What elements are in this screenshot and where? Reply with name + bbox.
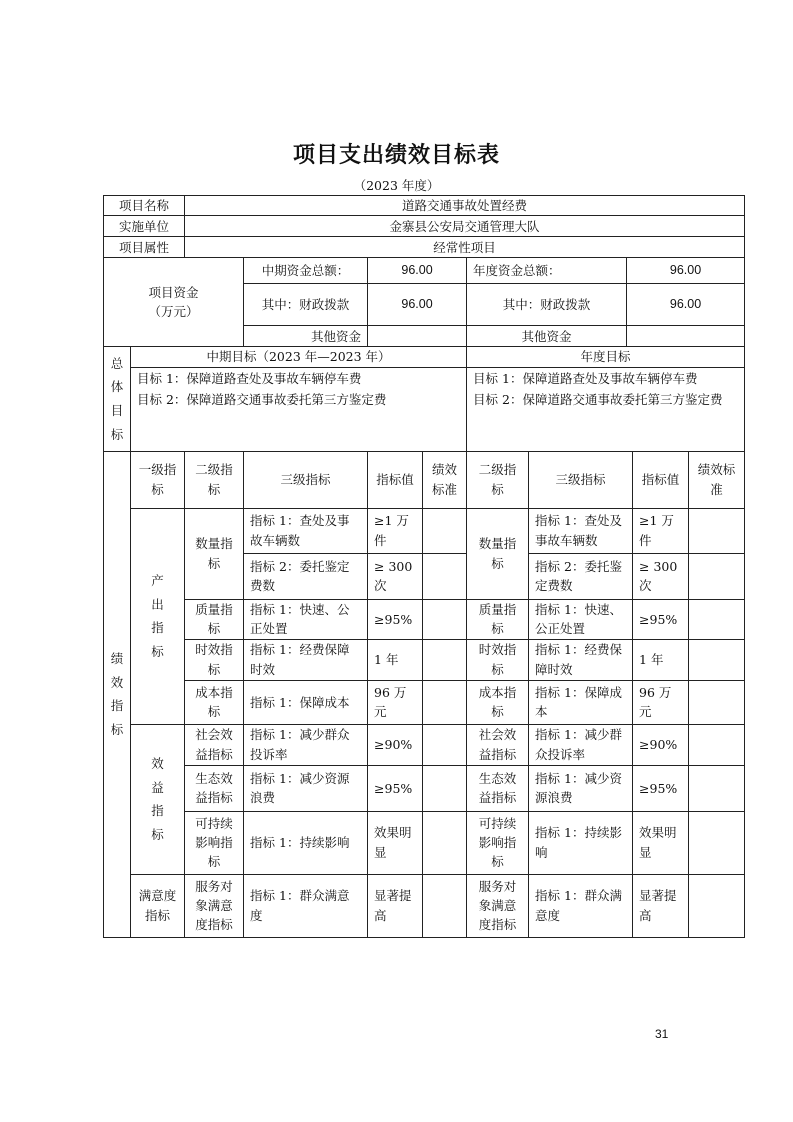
overall-goals-label: 总体目标	[104, 347, 131, 451]
indicator-standard	[689, 724, 745, 765]
header-level1: 一级指标	[131, 451, 185, 508]
table-row: 指标 2：委托鉴定费数	[244, 553, 368, 599]
cost-indicator-label-annual: 成本指标	[467, 680, 529, 724]
quantity-indicator-label-annual: 数量指标	[467, 508, 529, 599]
fiscal-year: （2023 年度）	[353, 178, 440, 193]
indicator-standard	[689, 874, 745, 937]
year-other-funds-value	[627, 326, 745, 347]
benefit-indicators-label: 效益指标	[131, 724, 185, 874]
indicator-value: 1 年	[633, 639, 689, 680]
header-level2-annual: 二级指标	[467, 451, 529, 508]
indicator-standard	[423, 680, 467, 724]
indicator-value: ≥95%	[633, 765, 689, 811]
page-title: 项目支出绩效目标表	[292, 143, 500, 168]
quality-indicator-label: 质量指标	[185, 599, 244, 639]
indicator-value: ≥ 300次	[633, 553, 689, 599]
header-standard: 绩效标准	[423, 451, 467, 508]
header-level3-annual: 三级指标	[529, 451, 633, 508]
indicator-value: 96 万元	[368, 680, 423, 724]
indicator-value: ≥95%	[368, 765, 423, 811]
indicator-standard	[423, 724, 467, 765]
header-value: 指标值	[368, 451, 423, 508]
satisfaction-indicators-label: 满意度指标	[131, 874, 185, 937]
indicator-standard	[689, 680, 745, 724]
social-benefit-indicator-label: 社会效益指标	[185, 724, 244, 765]
indicator-value: ≥1 万件	[368, 508, 423, 553]
table-row: 指标 1：保障成本	[244, 680, 368, 724]
table-row: 指标 2：委托鉴定费数	[529, 553, 633, 599]
annual-goals-text: 目标 1：保障道路查处及事故车辆停车费 目标 2：保障道路交通事故委托第三方鉴定费	[467, 367, 745, 451]
table-row: 指标 1：减少资源浪费	[244, 765, 368, 811]
implementing-unit-label: 实施单位	[104, 216, 185, 237]
indicator-standard	[689, 553, 745, 599]
cost-indicator-label: 成本指标	[185, 680, 244, 724]
table-row: 指标 1：群众满意度	[244, 874, 368, 937]
indicator-standard	[423, 508, 467, 553]
project-name-value: 道路交通事故处置经费	[185, 196, 745, 216]
indicator-value: 1 年	[368, 639, 423, 680]
social-benefit-indicator-label-annual: 社会效益指标	[467, 724, 529, 765]
table-row: 指标 1：快速、公正处置	[529, 599, 633, 639]
year-total-funds-value: 96.00	[627, 258, 745, 284]
indicator-value: 显著提高	[633, 874, 689, 937]
year-fiscal-funds-value: 96.00	[627, 284, 745, 326]
table-row: 指标 1：减少群众投诉率	[244, 724, 368, 765]
indicator-standard	[423, 765, 467, 811]
indicator-standard	[689, 599, 745, 639]
indicator-value: ≥90%	[633, 724, 689, 765]
indicator-standard	[423, 811, 467, 874]
year-other-funds-label: 其他资金	[467, 326, 627, 347]
indicator-standard	[423, 639, 467, 680]
indicator-standard	[423, 553, 467, 599]
indicator-value: ≥ 300次	[368, 553, 423, 599]
performance-indicators-label: 绩效指标	[104, 451, 131, 937]
mid-total-funds-value: 96.00	[368, 258, 467, 284]
mid-term-goals-header: 中期目标（2023 年—2023 年）	[131, 347, 467, 367]
project-attribute-value: 经常性项目	[185, 237, 745, 258]
indicator-value: 效果明显	[633, 811, 689, 874]
implementing-unit-value: 金寨县公安局交通管理大队	[185, 216, 745, 237]
mid-other-funds-value	[368, 326, 467, 347]
indicator-standard	[689, 765, 745, 811]
project-funds-label: 项目资金 （万元）	[104, 258, 244, 347]
header-level3: 三级指标	[244, 451, 368, 508]
ecological-benefit-indicator-label: 生态效益指标	[185, 765, 244, 811]
year-total-funds-label: 年度资金总额：	[467, 258, 627, 284]
table-row: 指标 1：经费保障时效	[529, 639, 633, 680]
mid-total-funds-label: 中期资金总额：	[244, 258, 368, 284]
indicator-standard	[689, 811, 745, 874]
indicator-value: ≥95%	[633, 599, 689, 639]
quality-indicator-label-annual: 质量指标	[467, 599, 529, 639]
mid-fiscal-funds-value: 96.00	[368, 284, 467, 326]
table-row: 指标 1：快速、公正处置	[244, 599, 368, 639]
indicator-value: 显著提高	[368, 874, 423, 937]
header-standard-annual: 绩效标准	[689, 451, 745, 508]
quantity-indicator-label: 数量指标	[185, 508, 244, 599]
table-row: 指标 1：持续影响	[529, 811, 633, 874]
mid-other-funds-label: 其他资金	[244, 326, 368, 347]
annual-goals-header: 年度目标	[467, 347, 745, 367]
table-row: 指标 1：查处及事故车辆数	[244, 508, 368, 553]
header-level2: 二级指标	[185, 451, 244, 508]
indicator-value: 效果明显	[368, 811, 423, 874]
indicator-standard	[689, 508, 745, 553]
project-name-label: 项目名称	[104, 196, 185, 216]
indicator-standard	[423, 874, 467, 937]
service-satisfaction-indicator-label: 服务对象满意度指标	[185, 874, 244, 937]
performance-table	[103, 195, 745, 938]
timeliness-indicator-label: 时效指标	[185, 639, 244, 680]
header-value-annual: 指标值	[633, 451, 689, 508]
ecological-benefit-indicator-label-annual: 生态效益指标	[467, 765, 529, 811]
mid-term-goals-text: 目标 1：保障道路查处及事故车辆停车费 目标 2：保障道路交通事故委托第三方鉴定费	[131, 367, 467, 451]
indicator-value: ≥95%	[368, 599, 423, 639]
indicator-value: ≥90%	[368, 724, 423, 765]
table-row: 指标 1：经费保障时效	[244, 639, 368, 680]
indicator-value: ≥1 万件	[633, 508, 689, 553]
timeliness-indicator-label-annual: 时效指标	[467, 639, 529, 680]
year-fiscal-funds-label: 其中：财政拨款	[467, 284, 627, 326]
output-indicators-label: 产出指标	[131, 508, 185, 724]
indicator-standard	[689, 639, 745, 680]
service-satisfaction-indicator-label-annual: 服务对象满意度指标	[467, 874, 529, 937]
table-row: 指标 1：持续影响	[244, 811, 368, 874]
sustainable-impact-indicator-label-annual: 可持续影响指标	[467, 811, 529, 874]
page-number: 31	[655, 1027, 669, 1041]
table-row: 指标 1：群众满意度	[529, 874, 633, 937]
table-row: 指标 1：减少群众投诉率	[529, 724, 633, 765]
indicator-value: 96 万元	[633, 680, 689, 724]
indicator-standard	[423, 599, 467, 639]
table-row: 指标 1：保障成本	[529, 680, 633, 724]
project-attribute-label: 项目属性	[104, 237, 185, 258]
mid-fiscal-funds-label: 其中：财政拨款	[244, 284, 368, 326]
table-row: 指标 1：查处及事故车辆数	[529, 508, 633, 553]
sustainable-impact-indicator-label: 可持续影响指标	[185, 811, 244, 874]
table-row: 指标 1：减少资源浪费	[529, 765, 633, 811]
